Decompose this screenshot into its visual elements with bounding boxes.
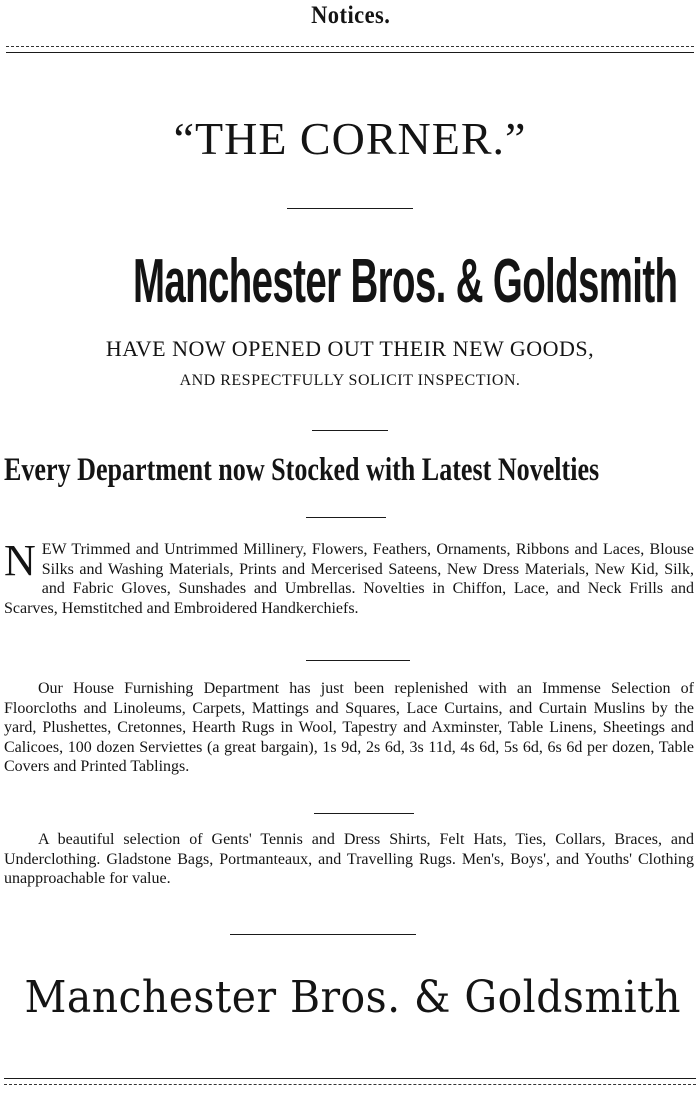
header-top-rule (6, 46, 694, 47)
subheading-new-goods: HAVE NOW OPENED OUT THEIR NEW GOODS, (105, 336, 595, 361)
house-furnishing-paragraph: Our House Furnishing Department has just been replenished with an Immense Selection of Floorcloths and Linoleums, Carpets, Mattings and Squares, Lace Curtains, and Curtain Muslins by the yard, Plushettes, Cretonnes, Hearth Rugs in Wool, Tapestry and Axminster, Table Linens, Sheetings and Calicoes, 100 dozen Serviettes (a great bargain), 1s 9d, 2s 6d, 3s 11d, 4s 6d, 5s 6d, 6s 6d per dozen, Table Covers and Printed Tablings. (4, 680, 694, 775)
divider-rule (287, 208, 413, 209)
header-bottom-rule (6, 52, 694, 53)
millinery-paragraph (4, 536, 694, 618)
subheading-inspection: AND RESPECTFULLY SOLICIT INSPECTION. (179, 372, 521, 389)
dropcap-letter: N (4, 536, 36, 585)
paragraph-text: EW Trimmed and Untrimmed Millinery, Flowers, Feathers, Ornaments, Ribbons and Laces, Blouse Silks and Washing Materials, Prints and Mercerised Sateens, New Dress Materials, New Kid, Silk, and Fabric Gloves, Sunshades and Umbrellas. Novelties in Chiffon, Lace, and Neck Frills and Scarves, Hemstitched and Embroidered Handkerchiefs. (4, 541, 694, 617)
divider-rule (306, 660, 410, 661)
divider-rule (314, 813, 414, 814)
divider-rule (312, 430, 388, 431)
section-header: Notices. (311, 2, 391, 29)
divider-rule (306, 517, 386, 518)
divider-rule (230, 934, 416, 935)
ad-title: “THE CORNER.” (173, 113, 527, 164)
bottom-rule (4, 1078, 696, 1079)
bottom-rule-dashed (4, 1084, 696, 1085)
department-line: Every Department now Stocked with Latest Novelties (4, 452, 600, 488)
footer-firm-name: Manchester Bros. & Goldsmith (24, 972, 681, 1023)
firm-name-heading: Manchester Bros. & Goldsmith (133, 247, 678, 316)
gents-clothing-paragraph: A beautiful selection of Gents' Tennis and Dress Shirts, Felt Hats, Ties, Collars, Braces, and Underclothing. Gladstone Bags, Portmanteaux, and Travelling Rugs. Men's, Boys', and Youths' Clothing unapproachable for value. (4, 831, 694, 887)
